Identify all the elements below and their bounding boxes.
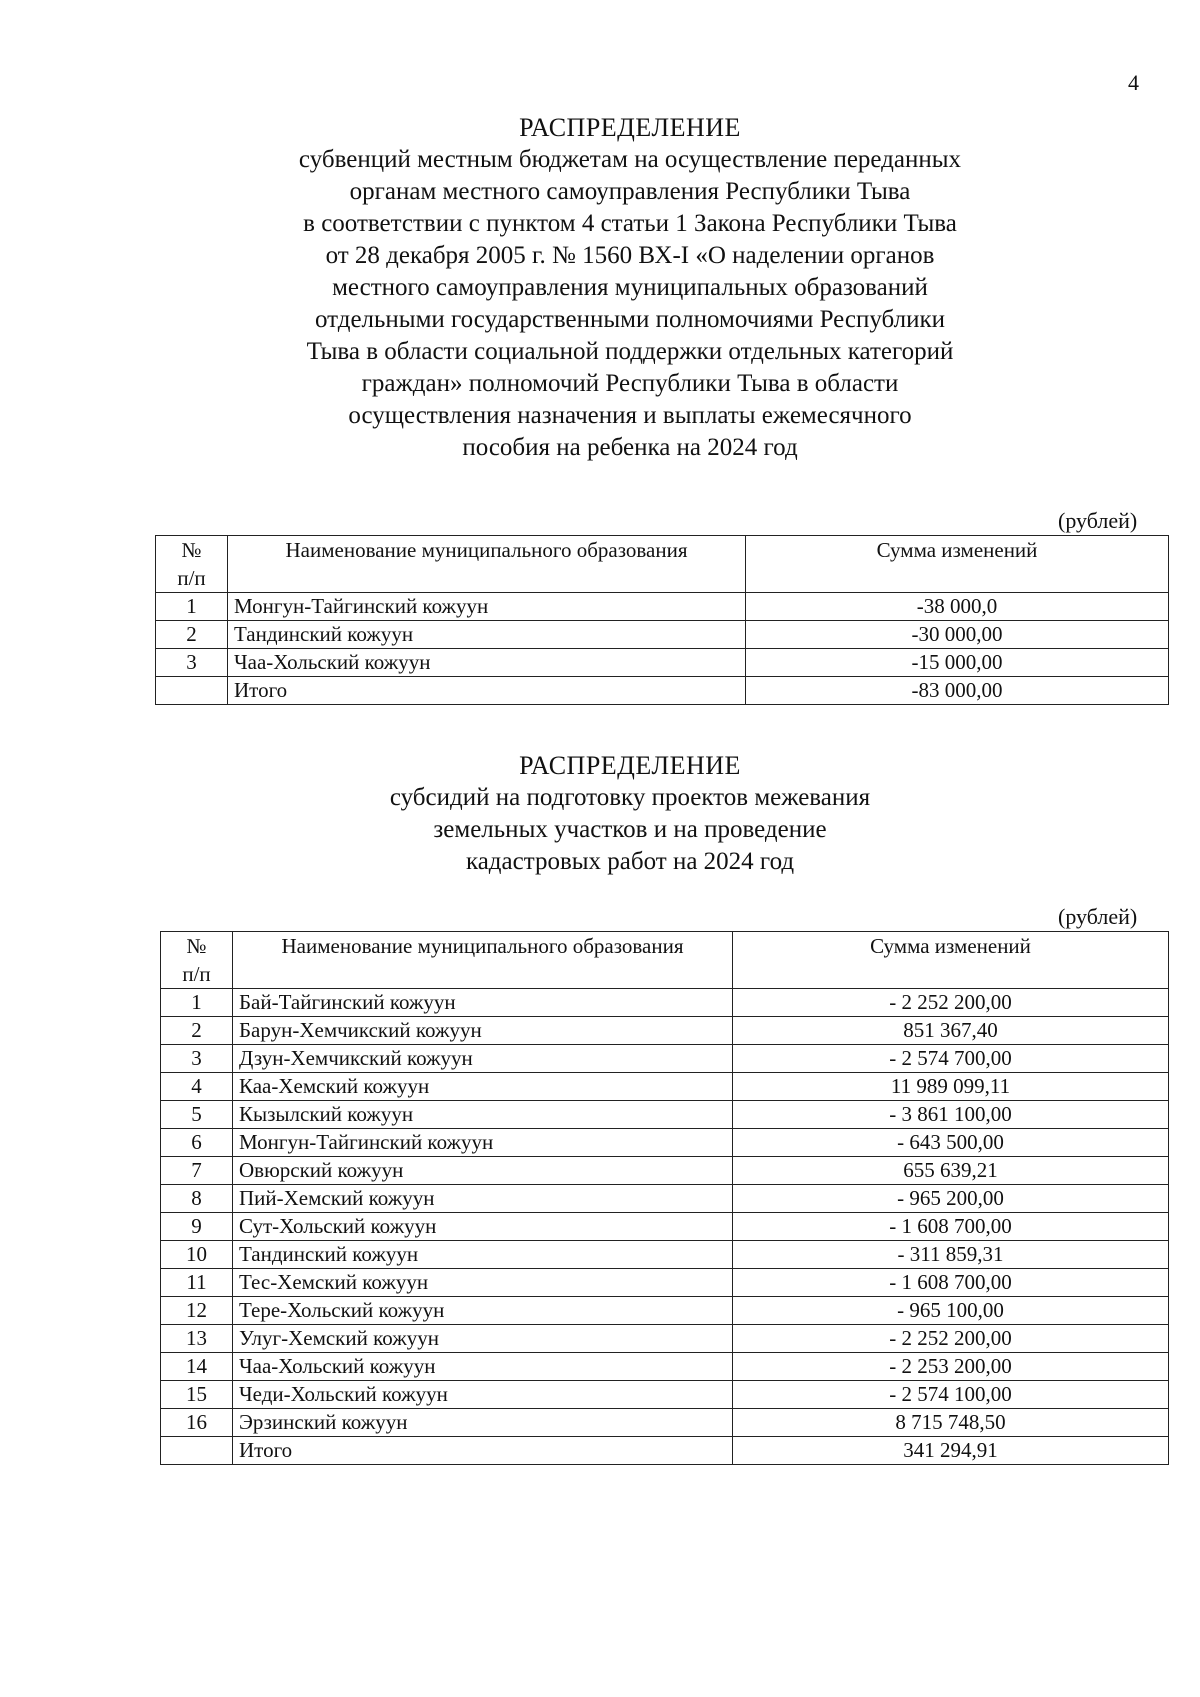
row-name: Эрзинский кожуун <box>233 1409 733 1437</box>
row-name: Тандинский кожуун <box>228 621 746 649</box>
row-amount: 851 367,40 <box>733 1017 1169 1045</box>
row-no: 14 <box>161 1353 233 1381</box>
table-row <box>161 1017 1169 1045</box>
row-no: 3 <box>156 649 228 677</box>
row-amount: -38 000,0 <box>746 593 1169 621</box>
section2-title: РАСПРЕДЕЛЕНИЕ <box>519 751 741 780</box>
row-name: Овюрский кожуун <box>233 1157 733 1185</box>
row-name: Сут-Хольский кожуун <box>233 1213 733 1241</box>
row-amount: - 311 859,31 <box>733 1241 1169 1269</box>
row-no: 15 <box>161 1381 233 1409</box>
section2-units: (рублей) <box>1058 904 1138 929</box>
table-row <box>161 1381 1169 1409</box>
section1-heading <box>190 112 1070 464</box>
table-row <box>161 1325 1169 1353</box>
table-row <box>161 989 1169 1017</box>
section1-subtitle-line: осуществления назначения и выплаты ежемесячного <box>348 402 912 429</box>
header-name: Наименование муниципального образования <box>233 932 733 989</box>
row-name: Улуг-Хемский кожуун <box>233 1325 733 1353</box>
row-amount: - 643 500,00 <box>733 1129 1169 1157</box>
row-amount: - 2 574 700,00 <box>733 1045 1169 1073</box>
row-no <box>161 1437 233 1465</box>
section1-subtitle-line: граждан» полномочий Республики Тыва в области <box>361 370 899 397</box>
table-row <box>161 1101 1169 1129</box>
row-no: 12 <box>161 1297 233 1325</box>
row-name: Бай-Тайгинский кожуун <box>233 989 733 1017</box>
section1-subtitle-line: субвенций местным бюджетам на осуществление переданных <box>298 146 962 173</box>
row-amount: -30 000,00 <box>746 621 1169 649</box>
section1-subtitle-line: органам местного самоуправления Республики Тыва <box>349 178 911 205</box>
row-amount: - 2 252 200,00 <box>733 1325 1169 1353</box>
section1-subtitle-line: Тыва в области социальной поддержки отдельных категорий <box>306 338 954 365</box>
section2-table <box>160 931 1169 1465</box>
row-amount: - 965 100,00 <box>733 1297 1169 1325</box>
header-amount: Сумма изменений <box>733 932 1169 989</box>
row-no: 13 <box>161 1325 233 1353</box>
table-row <box>161 1157 1169 1185</box>
row-name: Монгун-Тайгинский кожуун <box>233 1129 733 1157</box>
section1-subtitle-line: в соответствии с пунктом 4 статьи 1 Закона Республики Тыва <box>303 210 957 237</box>
row-no: 3 <box>161 1045 233 1073</box>
table-row <box>161 1073 1169 1101</box>
row-amount: - 1 608 700,00 <box>733 1213 1169 1241</box>
row-no: 2 <box>156 621 228 649</box>
table-header-row <box>161 932 1169 989</box>
section1-subtitle-line: от 28 декабря 2005 г. № 1560 ВХ-I «О наделении органов <box>325 242 935 269</box>
row-name: Тандинский кожуун <box>233 1241 733 1269</box>
row-amount: - 1 608 700,00 <box>733 1269 1169 1297</box>
row-amount: - 2 253 200,00 <box>733 1353 1169 1381</box>
table-row <box>156 649 1169 677</box>
row-no: 1 <box>156 593 228 621</box>
section1-title: РАСПРЕДЕЛЕНИЕ <box>519 113 741 142</box>
table-row <box>161 1185 1169 1213</box>
table-row <box>161 1045 1169 1073</box>
section1-subtitle-line: пособия на ребенка на 2024 год <box>462 434 798 461</box>
section1-subtitle-line: местного самоуправления муниципальных образований <box>332 274 928 301</box>
row-name: Пий-Хемский кожуун <box>233 1185 733 1213</box>
table-row <box>156 593 1169 621</box>
row-amount: 11 989 099,11 <box>733 1073 1169 1101</box>
row-name: Барун-Хемчикский кожуун <box>233 1017 733 1045</box>
row-no: 10 <box>161 1241 233 1269</box>
row-amount: - 3 861 100,00 <box>733 1101 1169 1129</box>
section1-table <box>155 535 1169 705</box>
row-amount: -15 000,00 <box>746 649 1169 677</box>
table-row <box>161 1241 1169 1269</box>
section2-subtitle-line: кадастровых работ на 2024 год <box>465 848 795 875</box>
table-row <box>161 1213 1169 1241</box>
row-amount: - 2 574 100,00 <box>733 1381 1169 1409</box>
section2-subtitle-line: земельных участков и на проведение <box>433 816 827 843</box>
row-name: Тес-Хемский кожуун <box>233 1269 733 1297</box>
row-name: Каа-Хемский кожуун <box>233 1073 733 1101</box>
header-amount: Сумма изменений <box>746 536 1169 593</box>
table-row <box>161 1269 1169 1297</box>
table-row <box>161 1129 1169 1157</box>
row-amount: - 965 200,00 <box>733 1185 1169 1213</box>
row-no: 4 <box>161 1073 233 1101</box>
table-row <box>161 1409 1169 1437</box>
row-amount: -83 000,00 <box>746 677 1169 705</box>
row-no: 7 <box>161 1157 233 1185</box>
row-name: Кызылский кожуун <box>233 1101 733 1129</box>
row-name: Монгун-Тайгинский кожуун <box>228 593 746 621</box>
section1-units: (рублей) <box>1058 508 1138 533</box>
table-total-row <box>161 1437 1169 1465</box>
row-name: Итого <box>233 1437 733 1465</box>
row-no: 6 <box>161 1129 233 1157</box>
row-no: 9 <box>161 1213 233 1241</box>
row-name: Чаа-Хольский кожуун <box>233 1353 733 1381</box>
row-name: Тере-Хольский кожуун <box>233 1297 733 1325</box>
table-header-row <box>156 536 1169 593</box>
row-amount: 341 294,91 <box>733 1437 1169 1465</box>
table-total-row <box>156 677 1169 705</box>
row-no: 8 <box>161 1185 233 1213</box>
row-amount: - 2 252 200,00 <box>733 989 1169 1017</box>
row-no: 11 <box>161 1269 233 1297</box>
page-number: 4 <box>1128 70 1139 95</box>
row-amount: 655 639,21 <box>733 1157 1169 1185</box>
section2-heading <box>190 750 1070 878</box>
header-name: Наименование муниципального образования <box>228 536 746 593</box>
row-no: 1 <box>161 989 233 1017</box>
header-no: № п/п <box>156 536 228 593</box>
row-name: Итого <box>228 677 746 705</box>
row-no: 16 <box>161 1409 233 1437</box>
row-amount: 8 715 748,50 <box>733 1409 1169 1437</box>
row-no: 5 <box>161 1101 233 1129</box>
header-no: № п/п <box>161 932 233 989</box>
section2-subtitle-line: субсидий на подготовку проектов межевания <box>389 784 871 811</box>
row-name: Чаа-Хольский кожуун <box>228 649 746 677</box>
row-no <box>156 677 228 705</box>
row-no: 2 <box>161 1017 233 1045</box>
row-name: Чеди-Хольский кожуун <box>233 1381 733 1409</box>
section1-subtitle-line: отдельными государственными полномочиями Республики <box>314 306 946 333</box>
table-row <box>156 621 1169 649</box>
row-name: Дзун-Хемчикский кожуун <box>233 1045 733 1073</box>
table-row <box>161 1353 1169 1381</box>
table-row <box>161 1297 1169 1325</box>
